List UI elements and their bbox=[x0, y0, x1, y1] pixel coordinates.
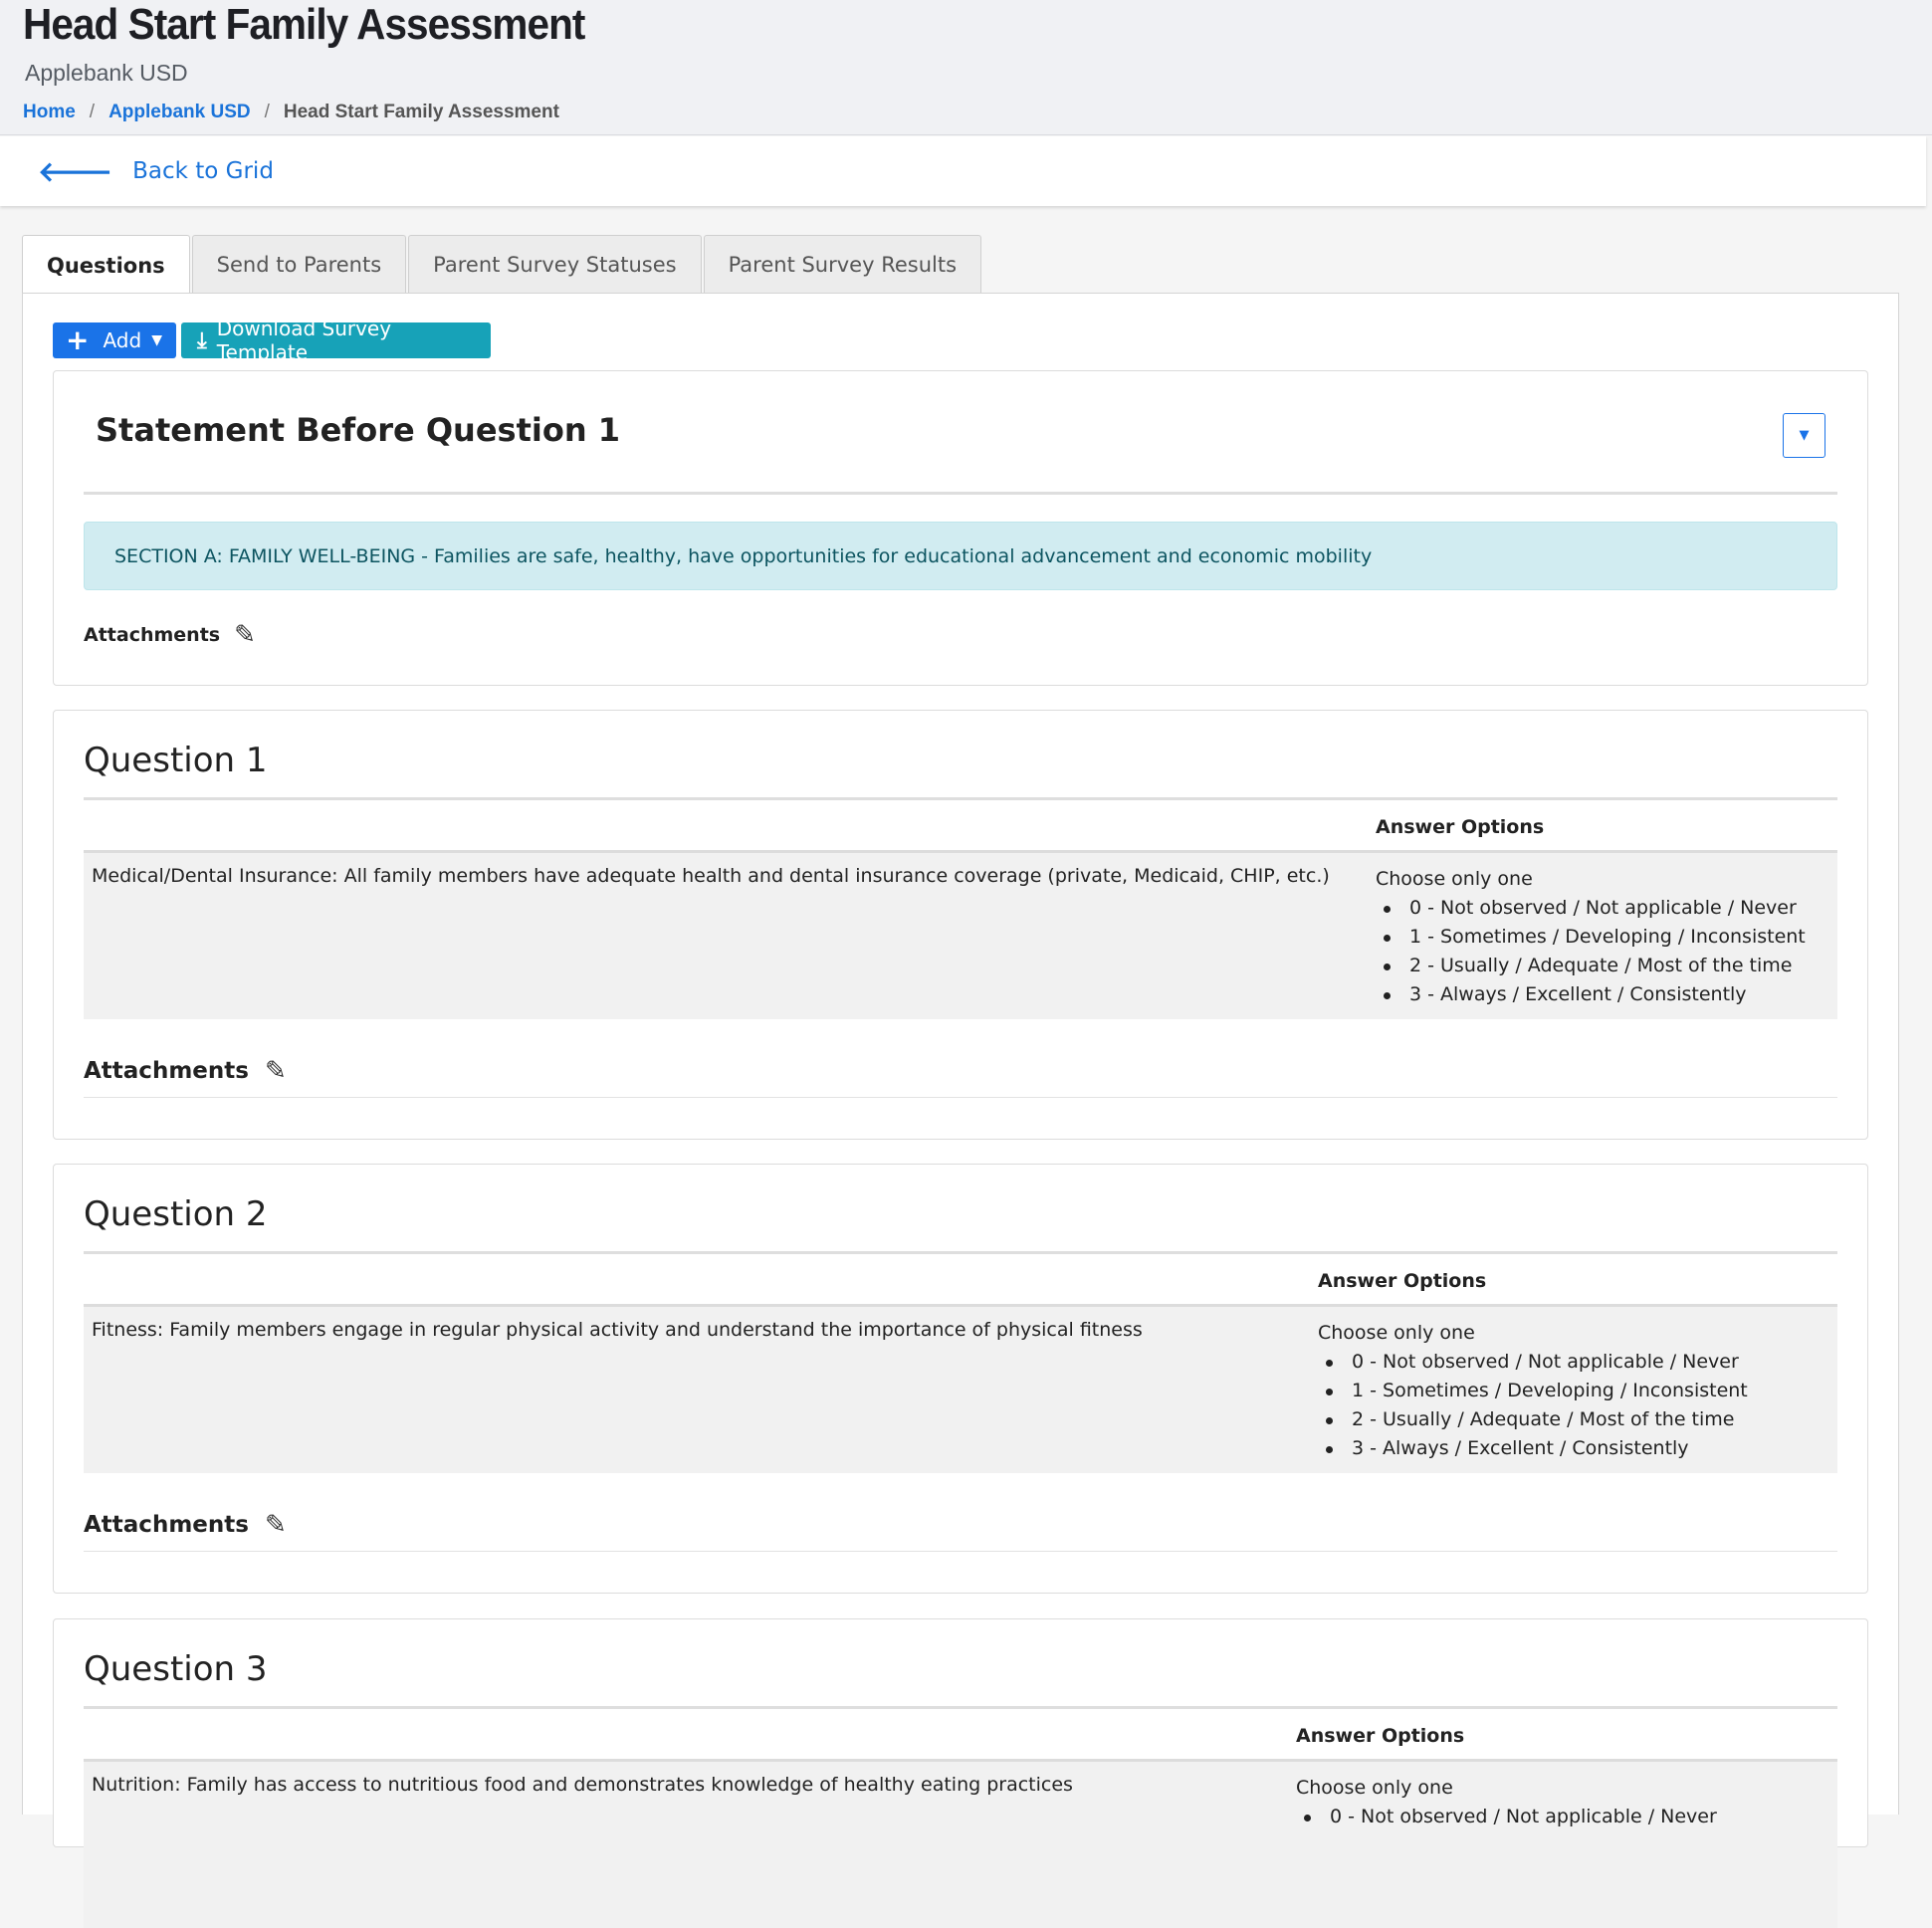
statement-attachments bbox=[84, 620, 256, 650]
answer-mode: Choose only one bbox=[1376, 868, 1533, 890]
add-button-label: Add bbox=[103, 328, 142, 352]
page-subtitle: Applebank USD bbox=[25, 60, 188, 86]
answer-options-list bbox=[1376, 894, 1806, 1009]
question-card bbox=[53, 710, 1868, 1140]
question-row bbox=[84, 1759, 1837, 1928]
breadcrumb-separator: / bbox=[89, 102, 96, 122]
answer-options-list bbox=[1296, 1803, 1717, 1831]
divider bbox=[84, 492, 1837, 495]
statement-card bbox=[53, 370, 1868, 686]
statement-options-dropdown[interactable] bbox=[1783, 413, 1825, 458]
question-card bbox=[53, 1164, 1868, 1594]
list-item: 3 - Always / Excellent / Consistently bbox=[1376, 980, 1806, 1009]
list-item: 0 - Not observed / Not applicable / Never bbox=[1296, 1803, 1717, 1831]
answer-options bbox=[1296, 1774, 1717, 1831]
back-to-grid-link[interactable] bbox=[0, 136, 1926, 206]
question-text: Nutrition: Family has access to nutritious food and demonstrates knowledge of healthy eating practices bbox=[92, 1774, 1073, 1796]
page-header bbox=[0, 0, 1932, 135]
breadcrumb-district-link[interactable]: Applebank USD bbox=[108, 102, 251, 122]
toolbar bbox=[53, 317, 491, 364]
page-title: Head Start Family Assessment bbox=[23, 0, 585, 49]
attachments-label: Attachments bbox=[84, 1512, 249, 1538]
question-text: Fitness: Family members engage in regular physical activity and understand the importance of physical fitness bbox=[92, 1319, 1143, 1341]
tab-bar bbox=[22, 235, 983, 295]
answer-options-header: Answer Options bbox=[1376, 816, 1545, 838]
question-attachments bbox=[84, 1056, 287, 1086]
statement-alert: SECTION A: FAMILY WELL-BEING - Families are safe, healthy, have opportunities for educational advancement and economic mobility bbox=[84, 522, 1837, 590]
download-button-label: Download Survey Template bbox=[216, 317, 392, 364]
list-item: 1 - Sometimes / Developing / Inconsistent bbox=[1318, 1377, 1748, 1405]
download-icon: ⤓ bbox=[197, 327, 207, 353]
caret-down-icon: ▼ bbox=[1799, 428, 1810, 443]
list-item: 3 - Always / Excellent / Consistently bbox=[1318, 1434, 1748, 1463]
tab-parent-survey-results[interactable]: Parent Survey Results bbox=[704, 235, 981, 294]
answer-options-header: Answer Options bbox=[1296, 1725, 1465, 1747]
pencil-icon[interactable]: ✎ bbox=[264, 1056, 287, 1086]
tab-send-to-parents[interactable]: Send to Parents bbox=[192, 235, 407, 294]
divider bbox=[84, 1706, 1837, 1709]
list-item: 0 - Not observed / Not applicable / Never bbox=[1376, 894, 1806, 923]
question-row bbox=[84, 1304, 1837, 1473]
list-item: 1 - Sometimes / Developing / Inconsistent bbox=[1376, 923, 1806, 952]
divider bbox=[84, 797, 1837, 800]
caret-down-icon: ▼ bbox=[151, 332, 162, 348]
question-text: Medical/Dental Insurance: All family members have adequate health and dental insurance coverage (private, Medicaid, CHIP, etc.) bbox=[92, 865, 1330, 887]
arrow-left-icon: 🡐 bbox=[38, 155, 113, 188]
answer-options-header: Answer Options bbox=[1318, 1270, 1487, 1292]
pencil-icon[interactable]: ✎ bbox=[234, 620, 256, 650]
question-attachments bbox=[84, 1510, 287, 1540]
divider bbox=[84, 1251, 1837, 1254]
list-item: 2 - Usually / Adequate / Most of the time bbox=[1318, 1405, 1748, 1434]
tab-questions[interactable]: Questions bbox=[22, 235, 190, 295]
answer-options-list bbox=[1318, 1348, 1748, 1463]
pencil-icon[interactable]: ✎ bbox=[264, 1510, 287, 1540]
divider bbox=[84, 1551, 1837, 1552]
divider bbox=[84, 1097, 1837, 1098]
question-title: Question 3 bbox=[84, 1649, 268, 1689]
question-title: Question 1 bbox=[84, 741, 268, 780]
attachments-label: Attachments bbox=[84, 624, 221, 646]
statement-title: Statement Before Question 1 bbox=[96, 411, 620, 449]
answer-options bbox=[1376, 865, 1806, 1009]
question-card bbox=[53, 1618, 1868, 1847]
answer-options bbox=[1318, 1319, 1748, 1463]
attachments-label: Attachments bbox=[84, 1058, 249, 1084]
tab-parent-survey-statuses[interactable]: Parent Survey Statuses bbox=[408, 235, 701, 294]
plus-icon: + bbox=[66, 323, 90, 356]
question-row bbox=[84, 850, 1837, 1019]
breadcrumb-current: Head Start Family Assessment bbox=[283, 102, 559, 122]
breadcrumb bbox=[23, 102, 559, 123]
breadcrumb-separator: / bbox=[264, 102, 270, 122]
download-survey-template-button[interactable] bbox=[181, 317, 491, 364]
list-item: 2 - Usually / Adequate / Most of the time bbox=[1376, 952, 1806, 980]
back-to-grid-label: Back to Grid bbox=[132, 158, 274, 184]
answer-mode: Choose only one bbox=[1318, 1322, 1475, 1344]
breadcrumb-home-link[interactable]: Home bbox=[23, 102, 76, 122]
add-button[interactable] bbox=[53, 322, 176, 358]
answer-mode: Choose only one bbox=[1296, 1777, 1453, 1799]
question-title: Question 2 bbox=[84, 1194, 268, 1234]
list-item: 0 - Not observed / Not applicable / Never bbox=[1318, 1348, 1748, 1377]
